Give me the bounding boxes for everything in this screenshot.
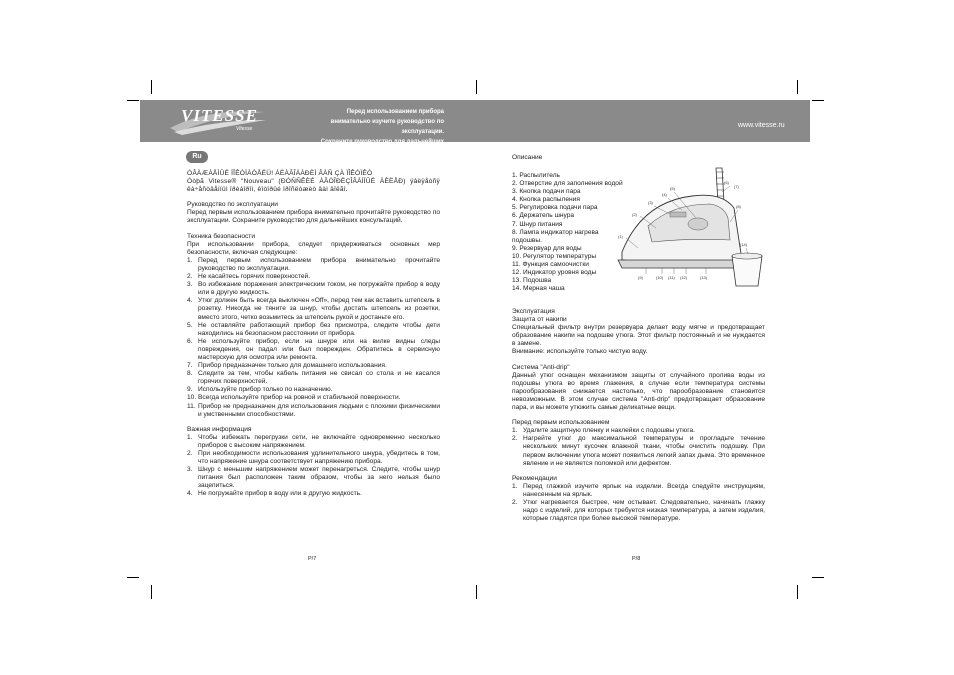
list-item-number: 8. (187, 370, 193, 378)
list-item (187, 362, 440, 370)
list-item (187, 370, 440, 386)
diagram-label: (9) (638, 275, 643, 280)
list-item-text: Чтобы избежать перегрузки сети, не включайте одновременно несколько приборов с высоким напряжением. (198, 433, 440, 449)
diagram-label: (1) (618, 234, 623, 239)
crop-mark (127, 577, 139, 578)
crop-mark (151, 585, 152, 599)
list-item (512, 435, 765, 467)
garbled-body: Óòþã Vitesse® "Nouveau" (ÐÓÑÑÊÈÉ ÀÂÒÎÐÈÇÎÂÀÍÍÛÉ ÄÈËÅÐ) ÿâëÿåòñÿ êà÷åñòâåííûì ïðèáîðîì, êîòîðûé ïðîñëóæèò âàì äîëãî. (187, 178, 440, 194)
safety-intro: При использовании прибора, следует придерживаться основных мер безопасности, включая следующие: (187, 240, 440, 256)
desc-item: 10. Регулятор температуры (512, 252, 597, 260)
list-item-text: Прибор не предназначен для использования людьми с плохими физическими и умственными способностями. (198, 402, 440, 418)
list-item (187, 257, 440, 273)
list-item-text: Утюг должен быть всегда выключен «Off», перед тем как вставить штепсель в розетку. Никогда не тяните за шнур, чтобы достать штепсель из розетки, вместо этого, четко возьмитесь за штепсель рукой и достаньте его. (198, 297, 440, 321)
brand-name: VITESSE (181, 106, 258, 125)
desc-item: 14. Мерная чаша (512, 285, 565, 293)
list-item (187, 394, 440, 402)
crop-mark (476, 80, 477, 94)
list-item-number: 3. (187, 281, 193, 289)
list-item (187, 466, 440, 490)
crop-mark (797, 585, 798, 599)
list-item-text: Всегда используйте прибор на ровной и стабильной поверхности. (198, 394, 401, 402)
header-line: внимательно изучите руководство по эксплуатации. (330, 119, 444, 135)
antidrip-title: Система "Anti-drip" (512, 363, 570, 371)
list-item-number: 9. (187, 386, 193, 394)
list-item-number: 11. (187, 402, 196, 410)
list-item-number: 5. (187, 321, 193, 329)
crop-mark (127, 100, 139, 101)
list-item (187, 273, 440, 281)
exploit-title: Эксплуатация (512, 308, 555, 315)
list-item (187, 450, 440, 466)
diagram-label: (6) (724, 180, 729, 185)
antidrip-text: Данный утюг оснащен механизмом защиты от случайного пролива воды из подошвы утюга во время глажения, в случае если температура системы парообразования снижается настолько, что парообразование становится невозможным. В этом случае система "Anti-drip" предотвращает образование пара, и вы можете утюжить самые деликатные вещи. (512, 371, 765, 412)
desc-item: 4. Кнопка распыления (512, 196, 580, 204)
list-item-text: Не погружайте прибор в воду или в другую жидкость. (198, 490, 362, 498)
list-item-number: 2. (512, 435, 518, 443)
garbled-title: ÓÂÀÆÀÅÌÛÉ ÏÎÊÓÏÀÒÅËÜ! ÁËÀÃÎÄÀÐÈÌ ÂÀÑ ÇÀ ÏÎÊÓÏÊÓ (187, 170, 373, 177)
list-item-number: 7. (187, 362, 193, 370)
list-item (187, 403, 440, 419)
list-item (512, 499, 765, 523)
desc-item: 3. Кнопка подачи пара (512, 188, 581, 196)
language-badge: Ru (186, 151, 208, 163)
list-item-number: 4. (187, 297, 193, 305)
desc-item: 8. Лампа индикатор нагрева (512, 228, 599, 236)
list-item-text: Во избежание поражения электрическим током, не погружайте прибор в воду или в другую жидкость. (198, 281, 440, 297)
diagram-label: (11) (668, 275, 675, 280)
list-item-number: 2. (187, 273, 193, 281)
iron-diagram (612, 162, 770, 290)
diagram-label: (2) (632, 212, 637, 217)
diagram-label: (13) (700, 275, 708, 280)
list-item-text: Перед первым использованием прибора внимательно прочитайте руководство по эксплуатации. (198, 256, 440, 272)
list-item-number: 1. (512, 482, 518, 490)
diagram-label: (10) (656, 275, 664, 280)
list-item-number: 1. (187, 256, 193, 264)
diagram-label: (14) (740, 242, 748, 247)
crop-mark (151, 80, 152, 94)
list-item-number: 6. (187, 337, 193, 345)
page-number-left: P/7 (308, 556, 317, 562)
left-column (187, 170, 440, 499)
desc-item: подошвы. (512, 236, 542, 244)
list-item-text: Используйте прибор только по назначению. (198, 386, 333, 394)
list-item-number: 2. (187, 450, 193, 457)
website-link: www.vitesse.ru (738, 122, 785, 129)
brand-sub: Vitesse (236, 126, 253, 132)
list-item-text: Утюг нагревается быстрее, чем остывает. Следовательно, начинать глажку надо с изделий, для которых требуется низкая температура, а затем изделия, которые гладятся при более высокой температуре. (523, 498, 765, 523)
diagram-label: (3) (648, 200, 653, 205)
list-item (512, 483, 765, 499)
diagram-label: (4) (662, 192, 667, 197)
list-item-text: Шнур с меньшим напряжением может перенагреться. Следите, чтобы шнур питания был расположен таким образом, чтобы за него нельзя было зацепиться. (198, 466, 440, 490)
exploit-text: Специальный фильтр внутри резервуара делает воду мягче и предотвращает образование накипи на подошве утюга. Этот фильтр постоянный и не нуждается в замене. (512, 324, 765, 348)
list-item-number: 3. (187, 466, 193, 474)
list-item-number: 10. (187, 394, 197, 402)
recommend-list (512, 483, 765, 523)
list-item (187, 322, 440, 338)
desc-item: 9. Резервуар для воды (512, 244, 582, 252)
crop-mark (812, 577, 824, 578)
list-item (187, 338, 440, 362)
list-item-text: Удалите защитную пленку и наклейки с подошвы утюга. (523, 427, 696, 435)
list-item (187, 490, 440, 498)
desc-item: 12. Индикатор уровня воды (512, 269, 597, 277)
list-item (187, 297, 440, 321)
list-item-text: Нагрейте утюг до максимальной температуры и прогладьте течение нескольких минут кусочек влажной ткани, чтобы очистить подошву. При первом включении утюга может появиться легкий запах дыма. Это временное явление и не является поломкой или дефектом. (523, 435, 765, 467)
exploit-sub: Защита от накипи (512, 316, 567, 324)
list-item (187, 281, 440, 297)
first-use-title: Перед первым использованием (512, 419, 610, 427)
header-notice (296, 107, 444, 157)
list-item-text: Следите за тем, чтобы кабель питания не свисал со стола и не касался горячих поверхностей. (198, 370, 440, 386)
safety-title: Техника безопасности (187, 232, 256, 240)
list-item-text: При необходимости использования удлинительного шнура, убедитесь в том, что напряжение шнура соответствует напряжению прибора. (198, 450, 440, 466)
right-column (512, 308, 765, 523)
list-item-number: 2. (512, 498, 518, 506)
guide-text: Перед первым использованием прибора внимательно прочитайте руководство по эксплуатации. Сохраните руководство для дальнейших консультаций. (187, 209, 440, 225)
recommend-title: Рекомендации (512, 474, 557, 482)
desc-item: 13. Подошва (512, 277, 552, 285)
desc-item: 2. Отверстие для заполнения водой (512, 180, 623, 188)
list-item (187, 434, 440, 450)
exploit-note: Внимание: используйте только чистую воду. (512, 348, 648, 356)
diagram-label: (7) (734, 184, 739, 189)
desc-item: 5. Регулировка подачи пара (512, 204, 598, 212)
first-use-list (512, 427, 765, 467)
guide-title: Руководство по эксплуатации (187, 201, 278, 209)
list-item-number: 1. (187, 433, 193, 441)
page-number-right: P/8 (632, 556, 641, 562)
desc-item: 11. Функция самоочистки (512, 261, 589, 269)
desc-item: 7. Шнур питания (512, 220, 563, 228)
diagram-label: (8) (736, 204, 741, 209)
desc-item: 6. Держатель шнура (512, 212, 575, 220)
list-item-text: Не используйте прибор, если на шнуре или на вилке видны следы повреждения, он падал или был поврежден. Обратитесь в сервисную мастерскую для осмотра или ремонта. (198, 337, 440, 361)
list-item-text: Не оставляйте работающий прибор без присмотра, следите чтобы дети находились на безопасном расстоянии от прибора. (198, 321, 440, 337)
crop-mark (476, 585, 477, 599)
header-line: Сохраните руководство для дальнейших консультаций! (320, 139, 444, 155)
desc-item: 1. Распылитель (512, 172, 560, 179)
diagram-label: (12) (680, 275, 688, 280)
crop-mark (797, 80, 798, 94)
list-item-number: 1. (512, 427, 518, 435)
important-title: Важная информация (187, 425, 252, 433)
header-line: Перед использованием прибора (346, 109, 444, 115)
safety-list (187, 257, 440, 419)
important-list (187, 434, 440, 499)
crop-mark (812, 100, 824, 101)
list-item-number: 4. (187, 490, 193, 498)
list-item-text: Не касайтесь горячих поверхностей. (198, 273, 311, 281)
list-item-text: Перед глажкой изучите ярлык на изделии. Всегда следуйте инструкциям, нанесенным на ярлык. (523, 482, 765, 498)
desc-title: Описание (512, 154, 543, 161)
diagram-label: (5) (670, 186, 675, 191)
list-item-text: Прибор предназначен только для домашнего использования. (198, 362, 387, 370)
